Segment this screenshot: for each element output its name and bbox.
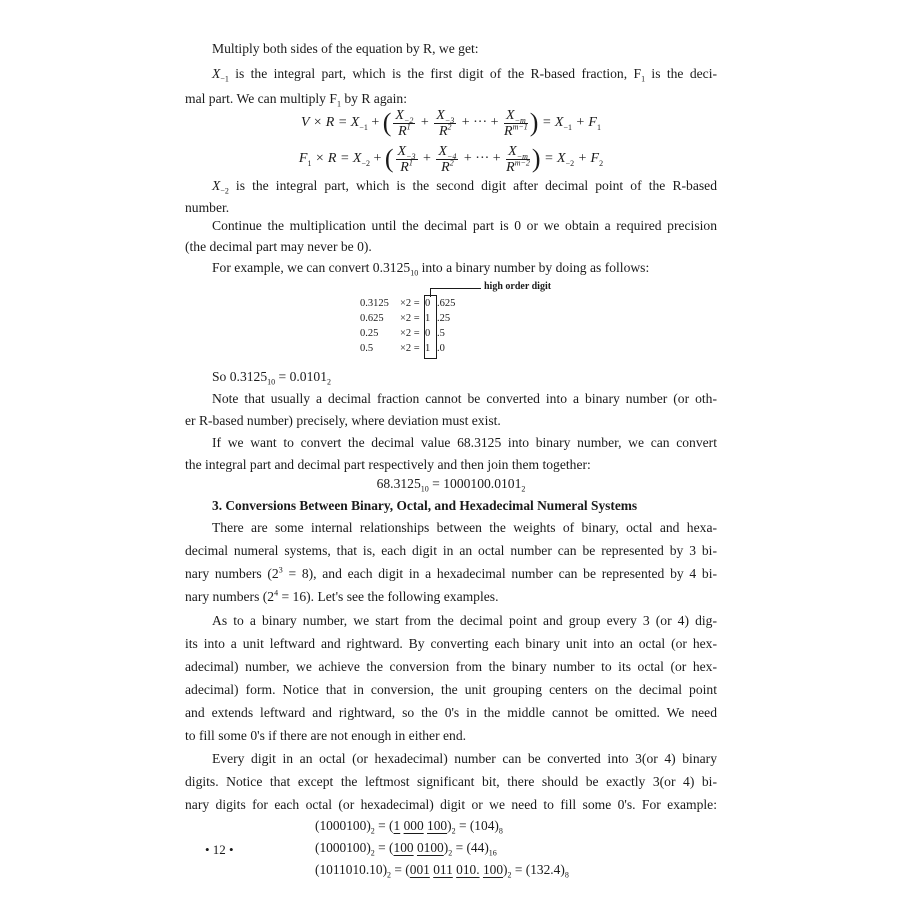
paragraph-line: $X_{-2}$ is the integral part, which is the second digit after decimal point of the R-based: [212, 178, 717, 196]
text: er R-based number) precisely, where deviation must exist.: [185, 413, 501, 428]
text: adecimal) number, we achieve the conversion from the binary number to its octal (or hex-: [185, 659, 717, 674]
text: 1: [336, 99, 341, 109]
text: digits. Notice that except the leftmost significant bit, there should be exactly 3(or 4) bi-: [185, 774, 717, 789]
text: and extends leftward and rightward, so the 0's in the middle cannot be omitted. We need: [185, 705, 717, 720]
paragraph-line: [185, 198, 717, 218]
paragraph-line: [185, 64, 717, 84]
paragraph-line: [185, 795, 717, 815]
paragraph-line: [185, 611, 717, 631]
text: decimal numeral systems, that is, each digit in an octal number can be represented by 3 bi-: [185, 543, 717, 558]
text: its into a unit leftward and rightward. By converting each binary unit into an octal (or hex-: [185, 636, 717, 651]
fraction: $\frac{X_{-m}}{R^{m-2}}$: [506, 143, 530, 175]
paragraph-line: [185, 518, 717, 538]
paragraph-line: So $0.3125_{10} = 0.0101_2$: [212, 369, 331, 387]
paragraph-line: [185, 433, 717, 453]
text: by R again:: [340, 91, 408, 106]
text: the integral part and decimal part respectively and then join them together:: [185, 457, 591, 472]
text: −1: [220, 74, 229, 84]
fraction: $\frac{X_{-m}}{R^{m-1}}$: [504, 107, 528, 139]
paragraph-line: [185, 39, 717, 59]
text: Multiply both sides of the equation by R, we get:: [212, 41, 479, 56]
text: nary digits for each octal (or hexadecimal) digit or we need to fill some 0's. For example:: [185, 797, 717, 812]
example-1: $(1000100)_2 = (1$ 000 $100)_2 = (104)_8$: [315, 818, 503, 836]
paragraph-line: [185, 657, 717, 677]
high-order-digit-label: high order digit: [484, 281, 552, 292]
fraction: $\frac{X_{-3}}{R^1}$: [397, 143, 416, 175]
text: (the decimal part may never be 0).: [185, 239, 372, 254]
paragraph-line: [185, 455, 717, 475]
page-number: • 12 •: [205, 842, 234, 857]
equation-3: $68.3125_{10} = 1000100.0101_2$: [376, 476, 526, 494]
paragraph-line: [185, 772, 717, 792]
paragraph-line: [185, 541, 717, 561]
fraction: $\frac{X_{-4}}{R^2}$: [438, 143, 457, 175]
example-3: $(1011010.10)_2 = (001$ 011 010. $100)_2 = (132.4)_8$: [315, 862, 569, 880]
text: If we want to convert the decimal value 68.3125 into binary number, we can convert: [212, 435, 717, 450]
text: F: [298, 151, 308, 167]
paragraph-line: For example, we can convert $0.3125_{10}$ into a binary number by doing as follows:: [212, 260, 650, 278]
fraction: $\frac{X_{-3}}{R^2}$: [436, 107, 455, 139]
text: Note that usually a decimal fraction cannot be converted into a binary number (or oth-: [212, 391, 717, 406]
text: There are some internal relationships between the weights of binary, octal and hexa-: [212, 520, 717, 535]
paragraph-line: [185, 216, 717, 236]
paragraph-line: [185, 634, 717, 654]
text: 1: [641, 74, 646, 84]
paragraph-line: [185, 703, 717, 723]
text: V × R = X: [301, 115, 360, 131]
text: mal part. We can multiply F: [185, 91, 337, 106]
text: adecimal) form. Notice that in conversion, the unit grouping centers on the decimal point: [185, 682, 717, 697]
paragraph-line: [185, 411, 717, 431]
binary-conversion-figure: high order digit 0.3125 ×2 = 0 .625 0.625 ×2 = 1 .25 0.25 ×2 = 0 .5 0.5 ×2 = 1 .0: [360, 284, 620, 364]
text: Every digit in an octal (or hexadecimal) number can be converted into 3(or 4) binary: [212, 751, 717, 766]
text: +: [367, 115, 383, 131]
text: Continue the multiplication until the decimal part is 0 or we obtain a required precision: [212, 218, 717, 233]
equation-1: $V \times R = X_{-1}$ + ( $\frac{X_{-2}}{R^1}$ + $\frac{X_{-3}}{R^2}$ + ··· + $\frac{X_{-m}}{R^{m-1}}$ ) = $X_{-1} + F_1$: [301, 107, 601, 139]
paragraph-line: [185, 680, 717, 700]
text: number.: [185, 200, 230, 215]
fraction: $\frac{X_{-2}}{R^1}$: [395, 107, 414, 139]
text: As to a binary number, we start from the decimal point and group every 3 (or 4) dig-: [212, 613, 717, 628]
text: is the deci-: [645, 66, 717, 81]
paragraph-line: nary numbers $(2^3 = 8)$, and each digit in a hexadecimal number can be represented by 4 bi-: [185, 565, 717, 581]
paragraph-line: [185, 749, 717, 769]
text: X: [212, 66, 221, 81]
text: to fill some 0's if there are not enough in either end.: [185, 728, 467, 743]
equation-2: $F_1 \times R = X_{-2}$ + ( $\frac{X_{-3}}{R^1}$ + $\frac{X_{-4}}{R^2}$ + ··· + $\frac{X_{-m}}{R^{m-2}}$ ) = $X_{-2} + F_2$: [298, 143, 604, 175]
text: is the integral part, which is the first digit of the R-based fraction, F: [228, 66, 642, 81]
example-2: $(1000100)_2 = (100$ $0100)_2 = (44)_{16}$: [315, 840, 497, 858]
paragraph-line: [185, 726, 717, 746]
text: −1: [359, 123, 368, 133]
paragraph-line: [185, 389, 717, 409]
paragraph-line: [185, 237, 717, 257]
section-heading: 3. Conversions Between Binary, Octal, and Hexadecimal Numeral Systems: [212, 498, 638, 513]
paragraph-line: nary numbers $(2^4 = 16)$. Let's see the following examples.: [185, 588, 499, 604]
